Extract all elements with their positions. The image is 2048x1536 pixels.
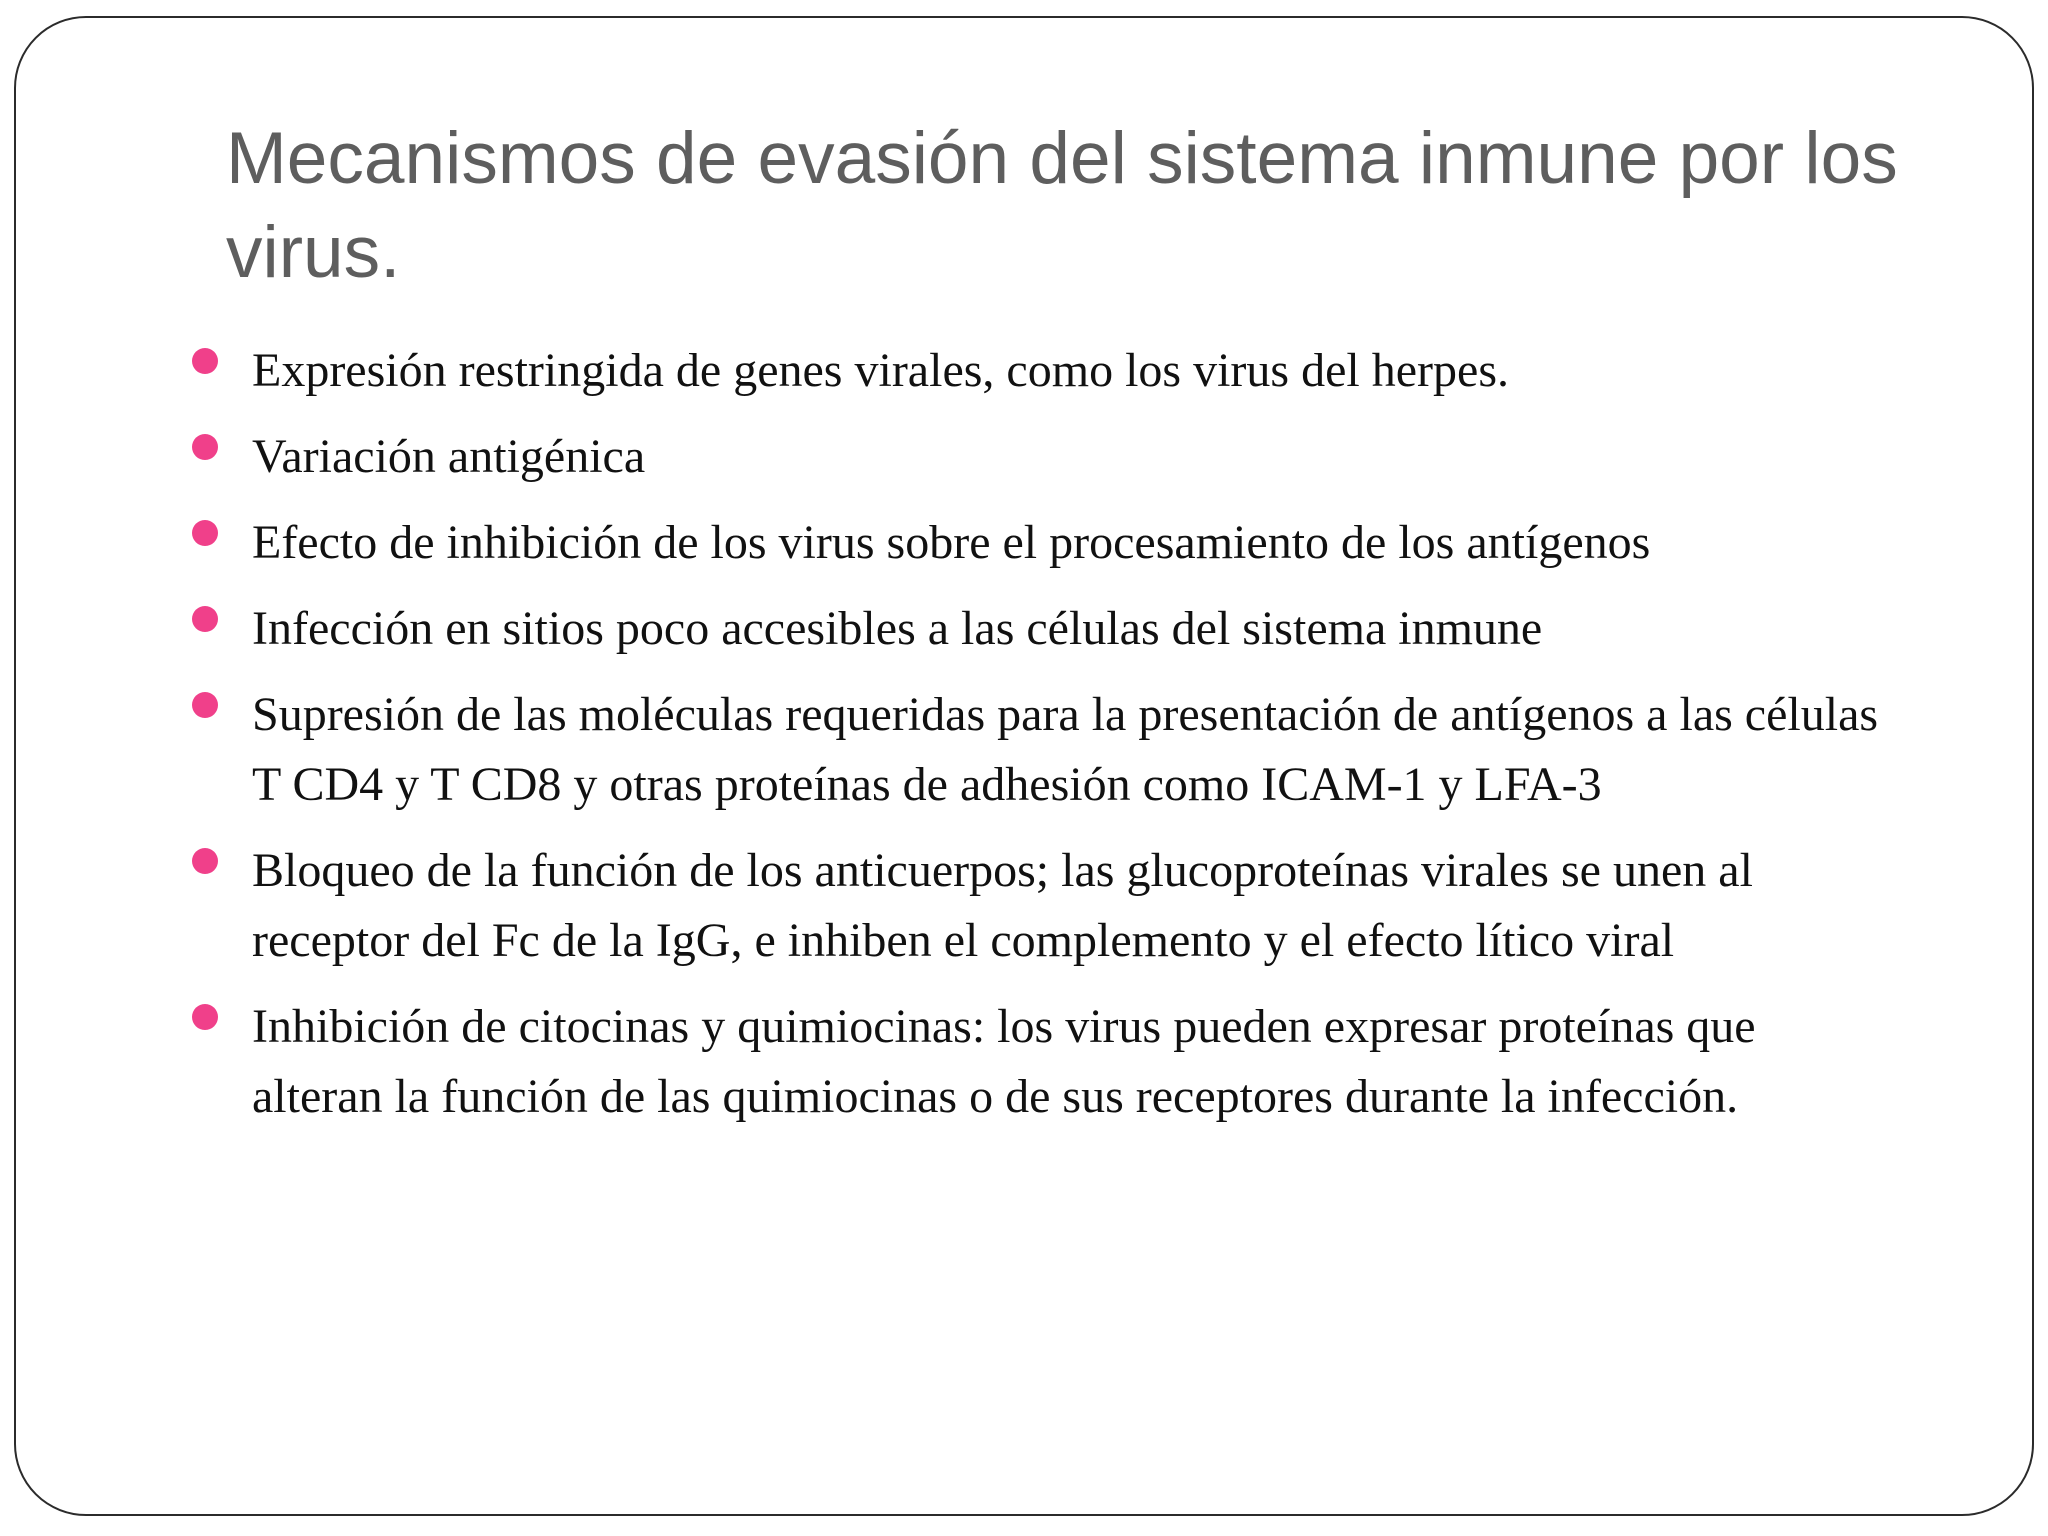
bullet-dot-icon [192, 434, 218, 460]
bullet-list [190, 336, 1880, 1148]
bullet-text: Inhibición de citocinas y quimiocinas: los virus pueden expresar proteínas que alteran la función de las quimiocinas o de sus receptores durante la infección. [252, 1000, 1756, 1123]
bullet-item [190, 594, 1880, 664]
bullet-dot-icon [192, 348, 218, 374]
bullet-item [190, 508, 1880, 578]
bullet-dot-icon [192, 692, 218, 718]
bullet-text: Supresión de las moléculas requeridas para la presentación de antígenos a las células T CD4 y T CD8 y otras proteínas de adhesión como ICAM-1 y LFA-3 [252, 688, 1879, 811]
bullet-dot-icon [192, 848, 218, 874]
bullet-item [190, 336, 1880, 406]
slide-title: Mecanismos de evasión del sistema inmune por los virus. [226, 118, 1898, 293]
bullet-dot-icon [192, 606, 218, 632]
bullet-text: Infección en sitios poco accesibles a las células del sistema inmune [252, 602, 1543, 655]
bullet-item [190, 992, 1880, 1132]
bullet-item [190, 836, 1880, 976]
bullet-text: Expresión restringida de genes virales, como los virus del herpes. [252, 344, 1509, 397]
bullet-dot-icon [192, 520, 218, 546]
bullet-item [190, 680, 1880, 820]
bullet-item [190, 422, 1880, 492]
bullet-text: Efecto de inhibición de los virus sobre el procesamiento de los antígenos [252, 516, 1651, 569]
bullet-text: Variación antigénica [252, 430, 646, 483]
bullet-dot-icon [192, 1004, 218, 1030]
bullet-text: Bloqueo de la función de los anticuerpos; las glucoproteínas virales se unen al receptor del Fc de la IgG, e inhiben el complemento y el efecto lítico viral [252, 844, 1753, 967]
